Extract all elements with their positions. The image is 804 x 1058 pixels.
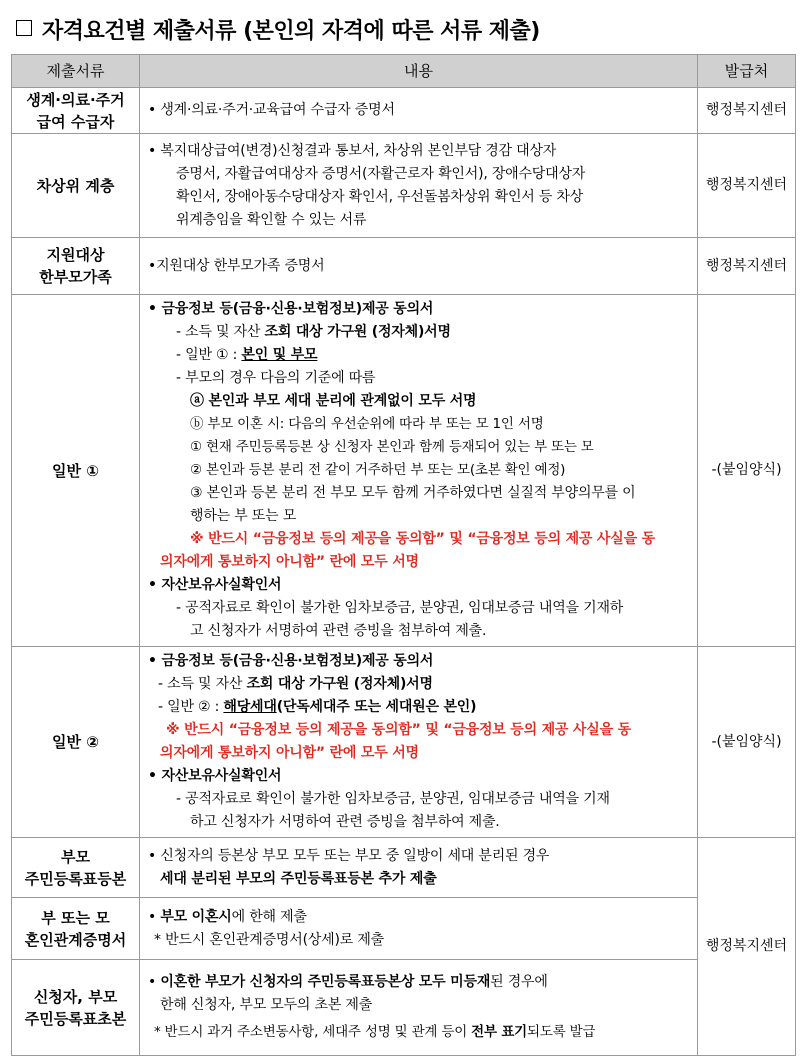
table-row <box>12 838 796 898</box>
content-cell: • 금융정보 등(금융·신용·보험정보)제공 동의서 - 소득 및 자산 조회 대상 가구원 (정자체)서명 - 일반 ① : 본인 및 부모 - 부모의 경우 다음의 기준에 따름 ⓐ 본인과 부모 세대 분리에 관계없이 모두 서명 ⓑ 부모 이혼 시: 다음의 우선순위에 따라 부 또는 모 1인 서명 ① 현재 주민등록등본 상 신청자 본인과 함께 등재되어 있는 부 또는 모 ② 본인과 등본 분리 전 같이 거주하던 부 또는 모(초본 확인 예정) ③ 본인과 등본 분리 전 부모 모두 함께 거주하였다면 실질적 부양의무를 이 행하는 부 또는 모 ※ 반드시 “금융정보 등의 제공을 동의함” 및 “금융정보 등의 제공 사실을 동 의자에게 통보하지 아니함” 란에 모두 서명 • 자산보유사실확인서 - 공적자료로 확인이 불가한 임차보증금, 분양권, 임대보증금 내역을 기재하 고 신청자가 서명하여 관련 증빙을 첨부하여 제출. <box>140 295 698 647</box>
content-cell: • 금융정보 등(금융·신용·보험정보)제공 동의서 - 소득 및 자산 조회 대상 가구원 (정자체)서명 - 일반 ② : 해당세대(단독세대주 또는 세대원은 본인) ※ 반드시 “금융정보 등의 제공을 동의함” 및 “금융정보 등의 제공 사실을 동 의자에게 통보하지 아니함” 란에 모두 서명 • 자산보유사실확인서 - 공적자료로 확인이 불가한 임차보증금, 분양권, 임대보증금 내역을 기재 하고 신청자가 서명하여 관련 증빙을 첨부하여 제출. <box>140 647 698 838</box>
bullet-icon: • <box>148 257 157 274</box>
table-row <box>12 88 796 134</box>
bullet-icon: • <box>148 301 157 317</box>
issuer-cell: 행정복지센터 <box>698 838 796 1056</box>
bullet-icon: • <box>148 847 157 864</box>
table-row <box>12 295 796 647</box>
page-title: 자격요건별 제출서류 (본인의 자격에 따른 서류 제출) <box>16 14 540 45</box>
issuer-cell: 행정복지센터 <box>698 238 796 295</box>
content-cell: • 신청자의 등본상 부모 모두 또는 부모 중 일방이 세대 분리된 경우 세대 분리된 부모의 주민등록표등본 추가 제출 <box>140 838 698 898</box>
table-row <box>12 647 796 838</box>
header-issuer: 발급처 <box>698 55 796 88</box>
header-content: 내용 <box>140 55 698 88</box>
doc-name: 생계·의료·주거 급여 수급자 <box>12 88 140 134</box>
doc-name: 일반 ② <box>12 647 140 838</box>
checkbox-square-icon <box>16 20 32 36</box>
doc-name: 차상위 계층 <box>12 134 140 238</box>
content-cell: • 이혼한 부모가 신청자의 주민등록표등본상 모두 미등재된 경우에 한해 신청자, 부모 모두의 초본 제출 * 반드시 과거 주소변동사항, 세대주 성명 및 관계 등이 전부 표기되도록 발급 <box>140 960 698 1056</box>
bullet-icon: • <box>148 102 157 118</box>
table-header-row <box>12 55 796 88</box>
doc-name: 일반 ① <box>12 295 140 647</box>
issuer-cell: 행정복지센터 <box>698 88 796 134</box>
issuer-cell: 행정복지센터 <box>698 134 796 238</box>
table-row <box>12 134 796 238</box>
doc-name: 지원대상 한부모가족 <box>12 238 140 295</box>
bullet-icon: • <box>148 974 157 990</box>
documents-table <box>11 54 796 1056</box>
doc-name: 부모 주민등록표등본 <box>12 838 140 898</box>
bullet-icon: • <box>148 908 157 925</box>
bullet-icon: • <box>148 768 157 784</box>
bullet-icon: • <box>148 142 157 159</box>
bullet-icon: • <box>148 577 157 593</box>
content-cell: • 복지대상급여(변경)신청결과 통보서, 차상위 본인부담 경감 대상자 증명서, 자활급여대상자 증명서(자활근로자 확인서), 장애수당대상자 확인서, 장애아동수당대상자 확인서, 우선돌봄차상위 확인서 등 차상 위계층임을 확인할 수 있는 서류 <box>140 134 698 238</box>
header-doc: 제출서류 <box>12 55 140 88</box>
content-cell: •지원대상 한부모가족 증명서 <box>140 238 698 295</box>
issuer-cell: -(붙임양식) <box>698 647 796 838</box>
asterisk-icon: * <box>154 1024 161 1040</box>
table-row <box>12 238 796 295</box>
doc-name: 부 또는 모 혼인관계증명서 <box>12 898 140 960</box>
doc-name: 신청자, 부모 주민등록표초본 <box>12 960 140 1056</box>
issuer-cell: -(붙임양식) <box>698 295 796 647</box>
content-cell: • 생계·의료·주거·교육급여 수급자 증명서 <box>140 88 698 134</box>
content-cell: • 부모 이혼시에 한해 제출 * 반드시 혼인관계증명서(상세)로 제출 <box>140 898 698 960</box>
asterisk-icon: * <box>154 931 161 948</box>
table-row <box>12 898 796 960</box>
table-row <box>12 960 796 1056</box>
bullet-icon: • <box>148 653 157 669</box>
